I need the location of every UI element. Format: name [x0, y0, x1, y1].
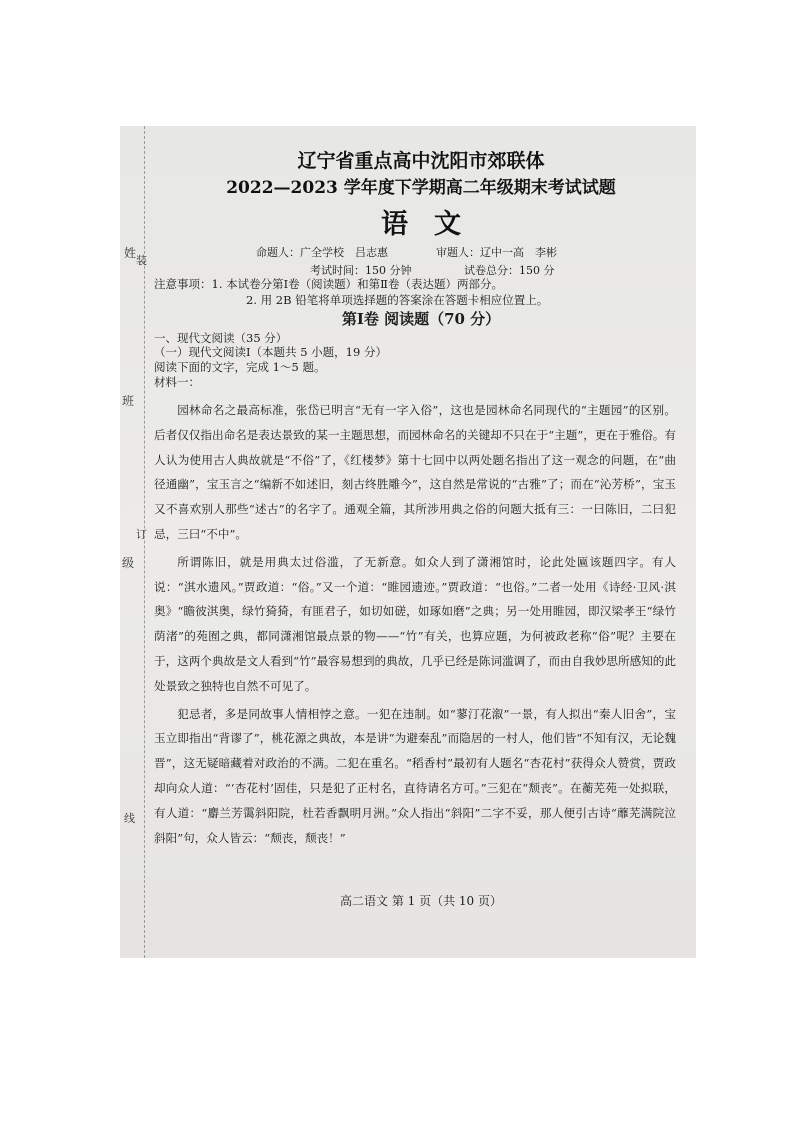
exam-term-title: 2022—2023 学年度下学期高二年级期末考试试题: [226, 178, 616, 198]
part-title: 第Ⅰ卷 阅读题（70 分）: [341, 310, 501, 328]
reviewer-info: 审题人：辽中一高 李彬: [436, 246, 557, 259]
margin-char-staple: 订: [136, 528, 147, 541]
photographed-page: [120, 126, 696, 958]
paragraph: 园林命名之最高标准，张岱已明言“无有一字入俗”，这也是园林命名同现代的“主题园”的区别。后者仅仅指出命名是表达景致的某一主题思想，而园林命名的关键却不只在于“主题”，更在于雅俗。有人认为使用古人典故就是“不俗”了，《红楼梦》第十七回中以两处题名指出了这一观念的问题，在“曲径通幽”，宝玉言之“编新不如述旧，刻古终胜雕今”，这自然是常说的“古雅”了；而在“沁芳桥”，宝玉又不喜欢别人那些“述古”的名字了。通观全篇，其所涉用典之俗的问题大抵有三：一曰陈旧，二曰犯忌，三曰“不中”。: [154, 403, 676, 541]
notes-line-2: 2. 用 2B 铅笔将单项选择题的答案涂在答题卡相应位置上。: [246, 293, 549, 307]
exam-time: 考试时间：150 分钟: [310, 264, 412, 277]
margin-char-bind: 装: [136, 254, 147, 267]
subsection-heading: （一）现代文阅读Ⅰ（本题共 5 小题，19 分）: [154, 345, 387, 359]
paragraph: 所谓陈旧，就是用典太过俗滥，了无新意。如众人到了潇湘馆时，论此处匾该题四字。有人说：“淇水遗风。”贾政道：“俗。”又一个道：“睢园遗迹。”贾政道：“也俗。”二者一处用《诗经·卫风·淇奥》“瞻彼淇奥，绿竹猗猗，有匪君子，如切如磋，如琢如磨”之典；另一处用睢园，即汉梁孝王“绿竹荫渚”的苑囿之典，都同潇湘馆最点景的物——“竹”有关，也算应题，为何被政老称“俗”呢？主要在于，这两个典故是文人看到“竹”最容易想到的典故，几乎已经是陈词滥调了，而由自我妙思所感知的此处景致之独特也自然不可见了。: [154, 554, 676, 693]
paragraph: 犯忌者，多是同故事人情相悖之意。一犯在违制。如“蓼汀花溆”一景，有人拟出“秦人旧舍”，宝玉立即指出“背谬了”，桃花源之典故，本是讲“为避秦乱”而隐居的一村人，他们皆“不知有汉，无论魏晋”，这无疑暗藏着对政治的不满。二犯在重名。“稻香村”最初有人题名“杏花村”获得众人赞赏，贾政却向众人道：“‘杏花村’固佳，只是犯了正村名，直待请名方可。”三犯在“颓丧”。在蘅芜苑一处拟联，有人道：“麝兰芳霭斜阳院，杜若香飘明月洲。”众人指出“斜阳”二字不妥，那人便引古诗“蘼芜满院泣斜阳”句，众人皆云：“颓丧，颓丧！”: [154, 706, 676, 845]
exam-score: 试卷总分：150 分: [464, 264, 555, 277]
section-heading: 一、现代文阅读（35 分）: [154, 331, 288, 345]
binding-dashed-line: [144, 126, 145, 958]
material-label: 材料一：: [154, 375, 200, 389]
margin-char-side3: 级: [122, 556, 135, 570]
exam-org-title: 辽宁省重点高中沈阳市郊联体: [297, 150, 545, 172]
margin-char-side2: 班: [122, 394, 135, 408]
author-info: 命题人：广全学校 吕志惠: [256, 246, 388, 259]
margin-char-line: 线: [124, 812, 135, 825]
reading-instruction: 阅读下面的文字，完成 1～5 题。: [154, 360, 326, 374]
subject-title: 语文: [381, 209, 487, 240]
material-body: [154, 398, 676, 850]
notes-line-1: 注意事项：1. 本试卷分第Ⅰ卷（阅读题）和第Ⅱ卷（表达题）两部分。: [154, 277, 503, 291]
exam-page: [146, 126, 696, 958]
margin-char-side1: 姓: [124, 246, 137, 260]
page-footer: 高二语文 第 1 页（共 10 页）: [340, 894, 502, 908]
